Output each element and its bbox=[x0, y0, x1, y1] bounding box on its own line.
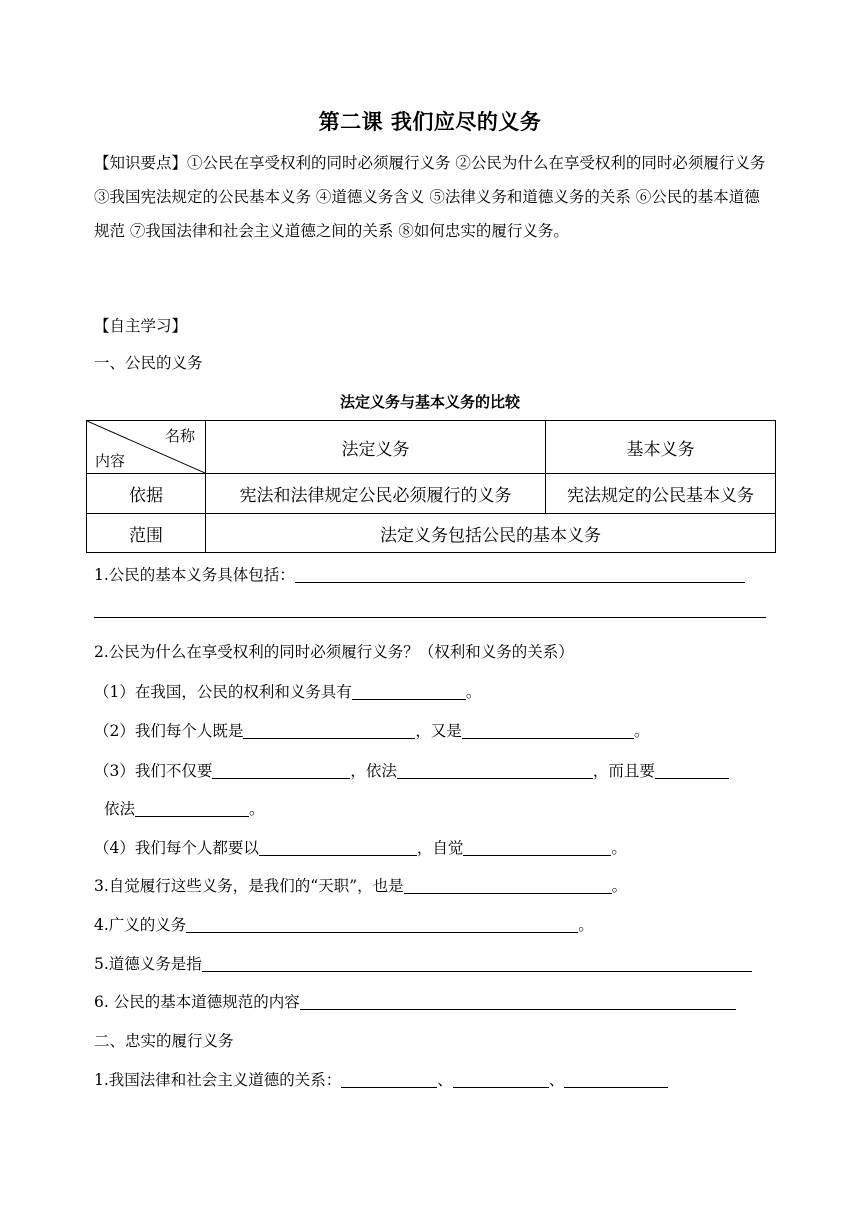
answer-blank[interactable] bbox=[655, 760, 729, 779]
answer-blank[interactable] bbox=[300, 991, 736, 1010]
table-caption: 法定义务与基本义务的比较 bbox=[339, 393, 520, 411]
table-corner-cell bbox=[87, 421, 206, 474]
question-1: 1.公民的基本义务具体包括： bbox=[94, 563, 745, 585]
answer-blank[interactable] bbox=[186, 914, 578, 933]
answer-blank[interactable] bbox=[295, 564, 745, 583]
comparison-table bbox=[86, 420, 776, 553]
question-2-3: （3）我们不仅要 ，依法 ，而且要 bbox=[94, 759, 729, 781]
answer-blank[interactable] bbox=[462, 720, 634, 739]
answer-blank[interactable] bbox=[564, 1069, 668, 1088]
answer-blank[interactable] bbox=[352, 681, 466, 700]
answer-rule[interactable] bbox=[94, 617, 766, 618]
self-study-heading: 【自主学习】 bbox=[94, 317, 188, 335]
answer-blank[interactable] bbox=[341, 1069, 437, 1088]
question-2-1: （1）在我国，公民的权利和义务具有 。 bbox=[94, 683, 482, 701]
answer-blank[interactable] bbox=[135, 798, 249, 817]
section-2-question-1: 1.我国法律和社会主义道德的关系： 、 、 bbox=[94, 1068, 668, 1090]
question-2: 2.公民为什么在享受权利的同时必须履行义务？（权利和义务的关系） bbox=[94, 643, 574, 661]
answer-blank[interactable] bbox=[212, 760, 350, 779]
answer-blank[interactable] bbox=[259, 837, 417, 856]
header-basic-duty: 基本义务 bbox=[546, 421, 776, 474]
answer-blank[interactable] bbox=[397, 760, 593, 779]
header-legal-duty: 法定义务 bbox=[206, 421, 546, 474]
page-title: 第二课 我们应尽的义务 bbox=[318, 109, 542, 134]
section-1-heading: 一、公民的义务 bbox=[94, 354, 203, 372]
question-4: 4.广义的义务 。 bbox=[94, 916, 594, 934]
row-scope-label: 范围 bbox=[87, 514, 206, 553]
question-2-4: （4）我们每个人都要以 ，自觉 。 bbox=[94, 839, 627, 857]
row-scope-content: 法定义务包括公民的基本义务 bbox=[206, 514, 776, 553]
corner-bottom-label: 内容 bbox=[95, 452, 126, 470]
question-2-3-cont: 依法 。 bbox=[104, 800, 265, 818]
answer-blank[interactable] bbox=[404, 875, 612, 894]
row-basis-basic: 宪法规定的公民基本义务 bbox=[546, 474, 776, 514]
answer-blank[interactable] bbox=[453, 1069, 549, 1088]
question-2-2: （2）我们每个人既是 ，又是 。 bbox=[94, 722, 650, 740]
question-3: 3.自觉履行这些义务，是我们的“天职”，也是 。 bbox=[94, 877, 628, 895]
answer-blank[interactable] bbox=[202, 953, 752, 972]
answer-blank[interactable] bbox=[463, 837, 611, 856]
corner-top-label: 名称 bbox=[164, 427, 195, 445]
section-2-heading: 二、忠实的履行义务 bbox=[94, 1032, 234, 1050]
question-5: 5.道德义务是指 bbox=[94, 952, 752, 974]
answer-blank[interactable] bbox=[243, 720, 415, 739]
knowledge-points: 【知识要点】①公民在享受权利的同时必须履行义务 ②公民为什么在享受权利的同时必须履行义务 ③我国宪法规定的公民基本义务 ④道德义务含义 ⑤法律义务和道德义务的关系 ⑥公民的基本道德规范 ⑦我国法律和社会主义道德之间的关系 ⑧如何忠实的履行义务。 bbox=[94, 154, 766, 240]
question-6: 6. 公民的基本道德规范的内容 bbox=[94, 990, 736, 1012]
row-basis-legal: 宪法和法律规定公民必须履行的义务 bbox=[206, 474, 546, 514]
row-basis-label: 依据 bbox=[87, 474, 206, 514]
